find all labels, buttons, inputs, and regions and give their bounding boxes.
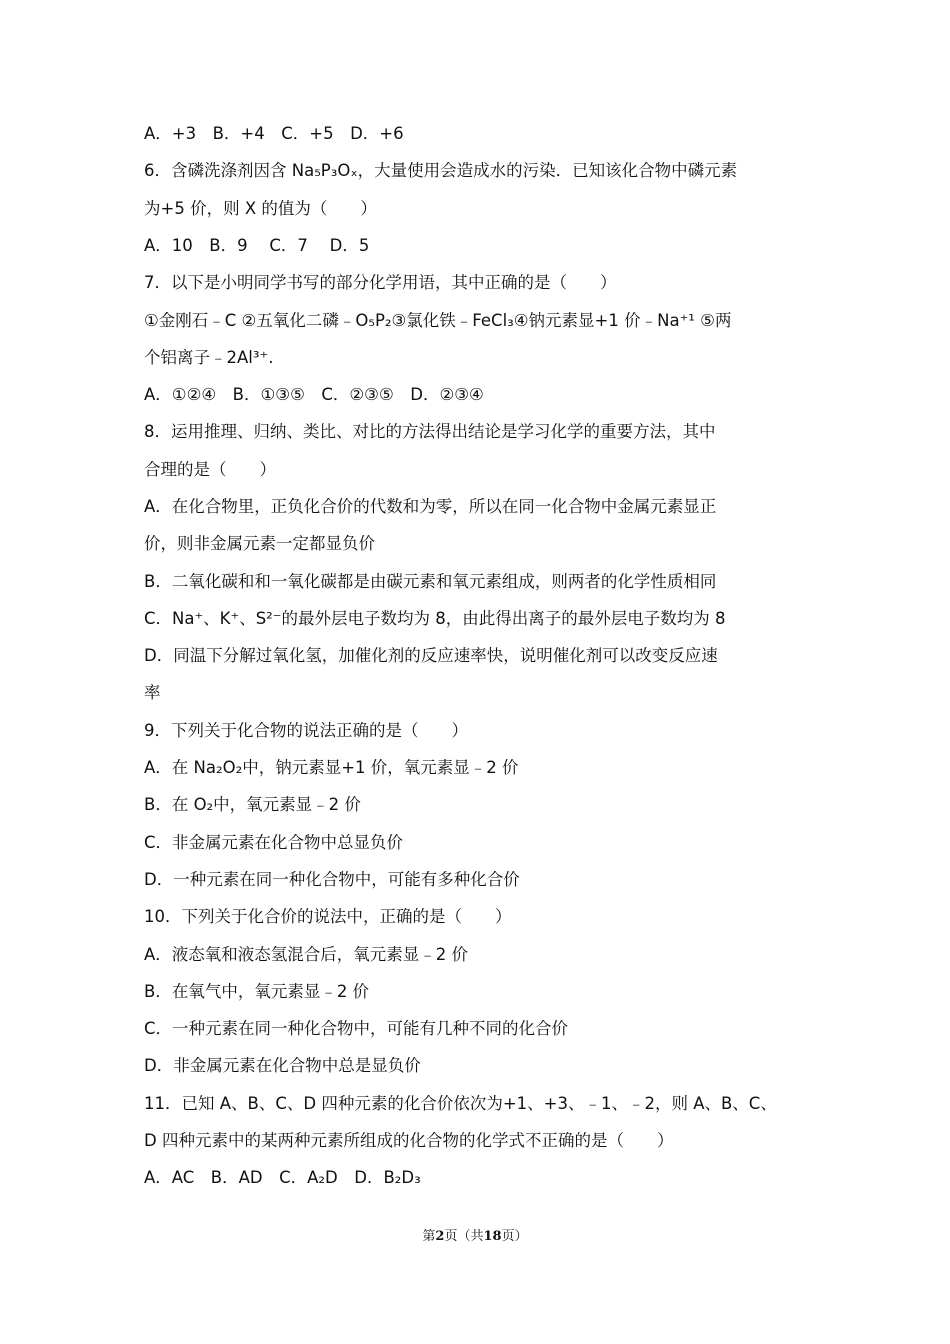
text-line: A．在 Na₂O₂中，钠元素显+1 价，氧元素显﹣2 价 [144, 758, 519, 777]
text-line: 7．以下是小明同学书写的部分化学用语，其中正确的是（ ） [144, 273, 617, 292]
text-line: D．同温下分解过氧化氢，加催化剂的反应速率快，说明催化剂可以改变反应速 [144, 646, 718, 665]
text-line: A．10 B．9 C．7 D．5 [144, 236, 370, 255]
text-line: 6．含磷洗涤剂因含 Na₅P₃Oₓ，大量使用会造成水的污染．已知该化合物中磷元素 [144, 161, 738, 180]
page-number: 2 [435, 1229, 445, 1244]
text-line: B．二氧化碳和和一氧化碳都是由碳元素和氧元素组成，则两者的化学性质相同 [144, 572, 717, 591]
text-line: 个铝离子﹣2Al³⁺. [144, 348, 274, 367]
page-footer [0, 1227, 950, 1247]
page-total: 18 [483, 1229, 502, 1244]
text-line: B．在 O₂中，氧元素显﹣2 价 [144, 795, 361, 814]
text-line: 9．下列关于化合物的说法正确的是（ ） [144, 721, 468, 740]
text-line: A．AC B．AD C．A₂D D．B₂D₃ [144, 1168, 421, 1187]
text-line: C．Na⁺、K⁺、S²⁻的最外层电子数均为 8，由此得出离子的最外层电子数均为 8 [144, 609, 726, 628]
text-line: 10．下列关于化合价的说法中，正确的是（ ） [144, 907, 512, 926]
text-line: 合理的是（ ） [144, 460, 276, 479]
text-line: C．一种元素在同一种化合物中，可能有几种不同的化合价 [144, 1019, 569, 1038]
text-line: 为+5 价，则 X 的值为（ ） [144, 199, 377, 218]
text-line: 价，则非金属元素一定都显负价 [144, 534, 375, 553]
text-line: 率 [144, 683, 161, 702]
text-line: D．一种元素在同一种化合物中，可能有多种化合价 [144, 870, 520, 889]
text-line: D．非金属元素在化合物中总是显负价 [144, 1056, 421, 1075]
text-line: 11．已知 A、B、C、D 四种元素的化合价依次为+1、+3、﹣1、﹣2，则 A、B、C、 [144, 1094, 777, 1113]
text-line: A．①②④ B．①③⑤ C．②③⑤ D．②③④ [144, 385, 484, 404]
text-line: ①金刚石﹣C ②五氧化二磷﹣O₅P₂③氯化铁﹣FeCl₃④钠元素显+1 价﹣Na⁺¹ ⑤两 [144, 311, 732, 330]
text-line: B．在氧气中，氧元素显﹣2 价 [144, 982, 370, 1001]
text-line: 8．运用推理、归纳、类比、对比的方法得出结论是学习化学的重要方法，其中 [144, 422, 716, 441]
text-line: C．非金属元素在化合物中总显负价 [144, 833, 404, 852]
footer-middle: 页（共 [444, 1229, 484, 1244]
text-line: A．液态氧和液态氢混合后，氧元素显﹣2 价 [144, 945, 469, 964]
footer-suffix: 页） [501, 1229, 528, 1244]
text-line: D 四种元素中的某两种元素所组成的化合物的化学式不正确的是（ ） [144, 1131, 674, 1150]
footer-prefix: 第 [422, 1229, 436, 1244]
text-line: A．+3 B．+4 C．+5 D．+6 [144, 124, 404, 143]
text-line: A．在化合物里，正负化合价的代数和为零，所以在同一化合物中金属元素显正 [144, 497, 717, 516]
